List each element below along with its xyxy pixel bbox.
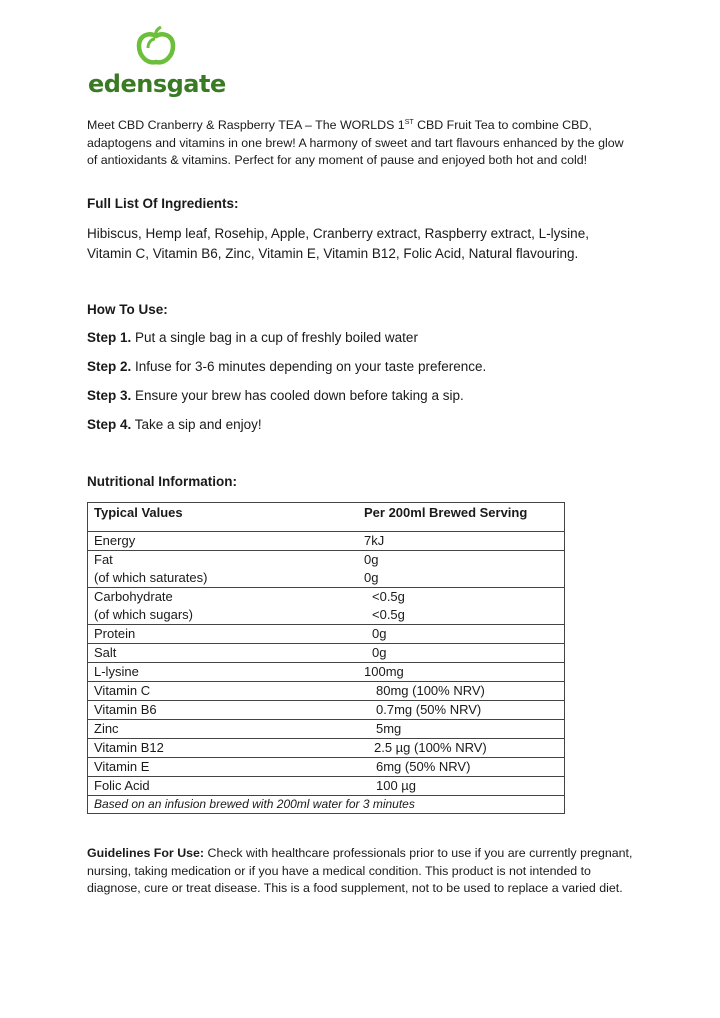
table-row — [88, 758, 565, 777]
row-label: Fat (of which saturates) — [88, 551, 365, 588]
row-label: Vitamin B12 — [88, 739, 365, 758]
table-row — [88, 701, 565, 720]
table-row — [88, 663, 565, 682]
row-value: 0g — [364, 625, 565, 644]
row-value: 0g 0g — [364, 551, 565, 588]
table-row — [88, 777, 565, 796]
step-2: Step 2. Infuse for 3-6 minutes depending on your taste preference. — [87, 359, 487, 374]
row-label: Vitamin C — [88, 682, 365, 701]
row-value: 6mg (50% NRV) — [364, 758, 565, 777]
row-label: Vitamin E — [88, 758, 365, 777]
table-row — [88, 588, 565, 625]
row-value: 0.7mg (50% NRV) — [364, 701, 565, 720]
row-label: Carbohydrate (of which sugars) — [88, 588, 365, 625]
table-row — [88, 720, 565, 739]
apple-icon — [135, 26, 177, 68]
table-row — [88, 625, 565, 644]
row-value: 80mg (100% NRV) — [364, 682, 565, 701]
row-label: Energy — [88, 532, 365, 551]
header-per-serving: Per 200ml Brewed Serving — [364, 503, 565, 532]
row-value: <0.5g <0.5g — [364, 588, 565, 625]
table-header-row — [88, 503, 565, 532]
guidelines-paragraph: Guidelines For Use: Check with healthcare professionals prior to use if you are currently pregnant, nursing, taking medication or if you have a medical condition. This product is not intended to diagnose, cure or treat disease. This is a food supplement, not to be used to replace a varied diet. — [87, 846, 633, 896]
table-row — [88, 532, 565, 551]
ingredients-list: Hibiscus, Hemp leaf, Rosehip, Apple, Cranberry extract, Raspberry extract, L-lysine, Vitamin C, Vitamin B6, Zinc, Vitamin E, Vitamin B12, Folic Acid, Natural flavouring. — [87, 226, 589, 261]
row-value: 100mg — [364, 663, 565, 682]
table-row — [88, 644, 565, 663]
brand-logo — [88, 26, 228, 96]
nutrition-heading: Nutritional Information: — [87, 474, 237, 489]
row-label: Protein — [88, 625, 365, 644]
intro-paragraph: Meet CBD Cranberry & Raspberry TEA – The WORLDS 1ST CBD Fruit Tea to combine CBD, adaptogens and vitamins in one brew! A harmony of sweet and tart flavours enhanced by the glow of antioxidants & vitamins. Perfect for any moment of pause and enjoyed both hot and cold! — [87, 118, 624, 168]
step-4: Step 4. Take a sip and enjoy! — [87, 417, 262, 432]
row-label: Vitamin B6 — [88, 701, 365, 720]
row-value: 2.5 µg (100% NRV) — [364, 739, 565, 758]
how-to-use-heading: How To Use: — [87, 302, 168, 317]
table-row — [88, 739, 565, 758]
table-row — [88, 682, 565, 701]
row-value: 7kJ — [364, 532, 565, 551]
row-label: L-lysine — [88, 663, 365, 682]
row-value: 5mg — [364, 720, 565, 739]
row-value: 0g — [364, 644, 565, 663]
row-label: Folic Acid — [88, 777, 365, 796]
step-1: Step 1. Put a single bag in a cup of freshly boiled water — [87, 330, 418, 345]
row-label: Zinc — [88, 720, 365, 739]
nutrition-table — [87, 502, 565, 814]
row-value: 100 µg — [364, 777, 565, 796]
table-footnote: Based on an infusion brewed with 200ml water for 3 minutes — [88, 796, 565, 814]
ingredients-heading: Full List Of Ingredients: — [87, 196, 239, 211]
header-typical-values: Typical Values — [88, 503, 365, 532]
step-3: Step 3. Ensure your brew has cooled down before taking a sip. — [87, 388, 464, 403]
row-label: Salt — [88, 644, 365, 663]
brand-name: edensgate — [88, 70, 226, 98]
table-footnote-row — [88, 796, 565, 814]
table-row — [88, 551, 565, 588]
